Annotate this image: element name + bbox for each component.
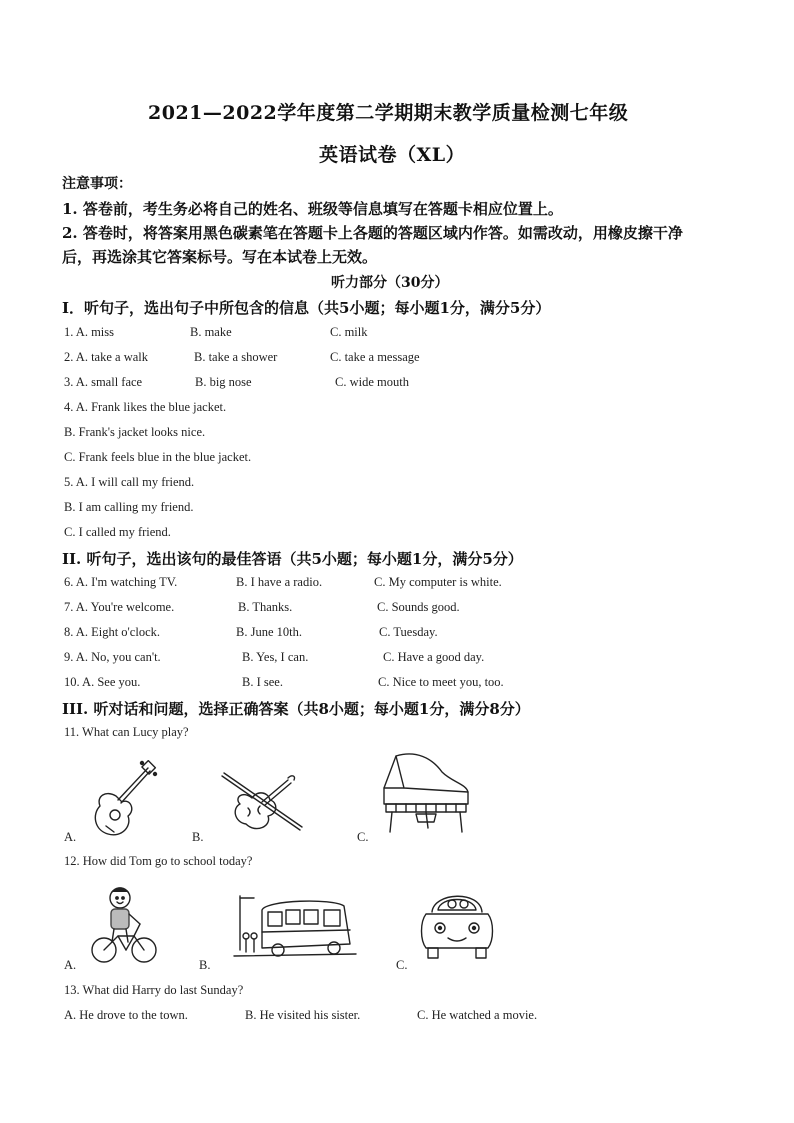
section-3-title: III. 听对话和问题，选择正确答案（共8小题；每小题1分，满分8分） [62, 700, 530, 718]
option-5a: 5. A. I will call my friend. [64, 475, 195, 489]
option-2c: C. take a message [330, 350, 420, 364]
option-4b: B. Frank's jacket looks nice. [64, 425, 206, 439]
option-10b: B. I see. [242, 675, 283, 689]
violin-icon [212, 768, 312, 840]
option-9c: C. Have a good day. [383, 650, 485, 664]
option-11b: B. [192, 830, 204, 844]
option-1b: B. make [190, 325, 232, 339]
option-11a: A. [64, 830, 77, 844]
bus-icon [232, 888, 358, 964]
section-1-title: Ⅰ．听句子，选出句子中所包含的信息（共5小题；每小题1分，满分5分） [62, 299, 551, 317]
option-4a: 4. A. Frank likes the blue jacket. [64, 400, 227, 414]
option-6c: C. My computer is white. [374, 575, 502, 589]
option-10c: C. Nice to meet you, too. [378, 675, 504, 689]
option-7b: B. Thanks. [238, 600, 293, 614]
notes-item-1: 1. 答卷前，考生务必将自己的姓名、班级等信息填写在答题卡相应位置上。 [62, 200, 563, 218]
option-12a: A. [64, 958, 77, 972]
option-11c: C. [357, 830, 369, 844]
option-6b: B. I have a radio. [236, 575, 323, 589]
option-3b: B. big nose [195, 375, 252, 389]
option-4c: C. Frank feels blue in the blue jacket. [64, 450, 252, 464]
question-11-text: 11. What can Lucy play? [64, 725, 189, 739]
option-7c: C. Sounds good. [377, 600, 460, 614]
option-8c: C. Tuesday. [379, 625, 438, 639]
option-12b: B. [199, 958, 211, 972]
option-1c: C. milk [330, 325, 368, 339]
option-6a: 6. A. I'm watching TV. [64, 575, 178, 589]
section-2-title: II. 听句子，选出该句的最佳答语（共5小题；每小题1分，满分5分） [62, 550, 523, 568]
option-9b: B. Yes, I can. [242, 650, 309, 664]
notes-heading: 注意事项： [62, 176, 132, 192]
bicycle-icon [90, 884, 158, 966]
option-9a: 9. A. No, you can't. [64, 650, 161, 664]
exam-subtitle: 英语试卷（XL） [319, 144, 466, 166]
listening-title: 听力部分（30分） [331, 275, 449, 291]
option-10a: 10. A. See you. [64, 675, 141, 689]
option-1a: 1. A. miss [64, 325, 115, 339]
option-3c: C. wide mouth [335, 375, 409, 389]
option-5c: C. I called my friend. [64, 525, 171, 539]
piano-icon [376, 748, 476, 836]
question-12-text: 12. How did Tom go to school today? [64, 854, 253, 868]
option-13b: B. He visited his sister. [245, 1008, 361, 1022]
option-12c: C. [396, 958, 408, 972]
ukulele-icon [88, 760, 158, 840]
car-icon [418, 882, 496, 964]
option-13c: C. He watched a movie. [417, 1008, 538, 1022]
option-7a: 7. A. You're welcome. [64, 600, 175, 614]
option-8b: B. June 10th. [236, 625, 302, 639]
option-2a: 2. A. take a walk [64, 350, 149, 364]
option-5b: B. I am calling my friend. [64, 500, 194, 514]
exam-title: 2021—2022学年度第二学期期末教学质量检测七年级 [148, 102, 629, 124]
option-3a: 3. A. small face [64, 375, 143, 389]
notes-item-2-line-1: 2. 答卷时，将答案用黑色碳素笔在答题卡上各题的答题区域内作答。如需改动，用橡皮擦干净 [62, 224, 683, 242]
option-2b: B. take a shower [194, 350, 278, 364]
notes-item-2-line-2: 后，再选涂其它答案标号。写在本试卷上无效。 [62, 248, 378, 266]
question-13-text: 13. What did Harry do last Sunday? [64, 983, 244, 997]
option-13a: A. He drove to the town. [64, 1008, 188, 1022]
option-8a: 8. A. Eight o'clock. [64, 625, 160, 639]
